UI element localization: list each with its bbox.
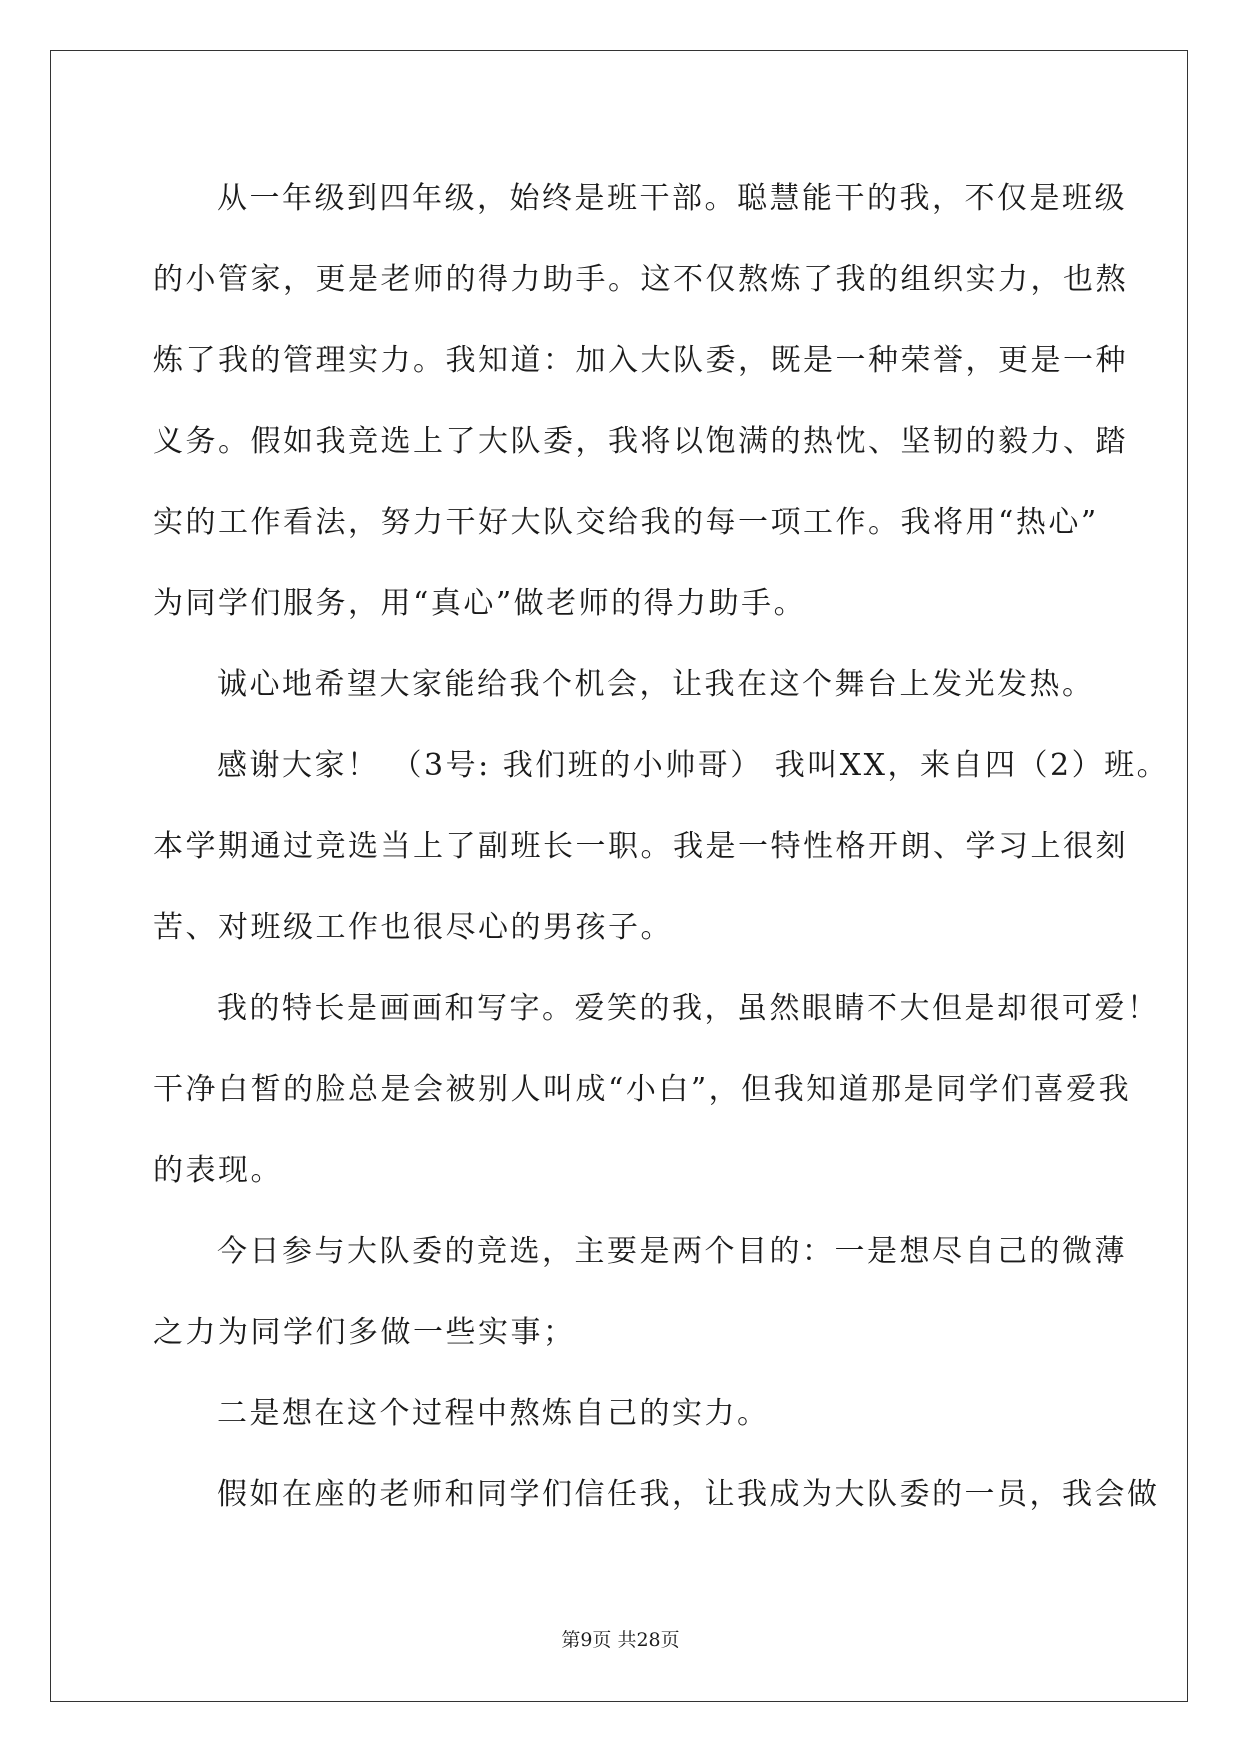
paragraph-line: 义务。假如我竞选上了大队委，我将以饱满的热忱、坚韧的毅力、踏 bbox=[153, 424, 1128, 459]
paragraph-line: 今日参与大队委的竞选，主要是两个目的：一是想尽自己的微薄 bbox=[217, 1234, 1127, 1269]
paragraph-line: 从一年级到四年级，始终是班干部。聪慧能干的我，不仅是班级 bbox=[217, 181, 1127, 216]
paragraph bbox=[153, 725, 1170, 968]
paragraph-line: 干净白皙的脸总是会被别人叫成“小白”，但我知道那是同学们喜爱我 bbox=[153, 1072, 1132, 1107]
paragraph-line: 本学期通过竞选当上了副班长一职。我是一特性格开朗、学习上很刻 bbox=[153, 829, 1128, 864]
paragraph-line: 假如在座的老师和同学们信任我，让我成为大队委的一员，我会做 bbox=[217, 1477, 1160, 1512]
paragraph-line: 诚心地希望大家能给我个机会，让我在这个舞台上发光发热。 bbox=[217, 667, 1095, 702]
page-number-footer: 第9页 共28页 bbox=[561, 1629, 680, 1651]
paragraph-line: 二是想在这个过程中熬炼自己的实力。 bbox=[217, 1396, 770, 1431]
paragraph bbox=[153, 644, 1093, 725]
paragraph bbox=[153, 1454, 1160, 1535]
paragraph-line: 我的特长是画画和写字。爱笑的我，虽然眼睛不大但是却很可爱！ bbox=[217, 991, 1160, 1026]
paragraph-line: 感谢大家！ （3号: 我们班的小帅哥） 我叫XX，来自四（2）班。 bbox=[217, 748, 1170, 783]
paragraph-line: 的表现。 bbox=[153, 1153, 283, 1188]
paragraph bbox=[153, 1211, 1127, 1373]
paragraph-line: 之力为同学们多做一些实事； bbox=[153, 1315, 576, 1350]
paragraph bbox=[153, 158, 1128, 644]
paragraph-line: 为同学们服务，用“真心”做老师的得力助手。 bbox=[153, 586, 807, 621]
paragraph-line: 的小管家，更是老师的得力助手。这不仅熬炼了我的组织实力，也熬 bbox=[153, 262, 1128, 297]
paragraph bbox=[153, 968, 1160, 1211]
paragraph-line: 实的工作看法，努力干好大队交给我的每一项工作。我将用“热心” bbox=[153, 505, 1099, 540]
paragraph-line: 苦、对班级工作也很尽心的男孩子。 bbox=[153, 910, 673, 945]
paragraph bbox=[153, 1373, 1093, 1454]
document-body bbox=[153, 158, 1170, 1535]
paragraph-line: 炼了我的管理实力。我知道：加入大队委，既是一种荣誉，更是一种 bbox=[153, 343, 1128, 378]
